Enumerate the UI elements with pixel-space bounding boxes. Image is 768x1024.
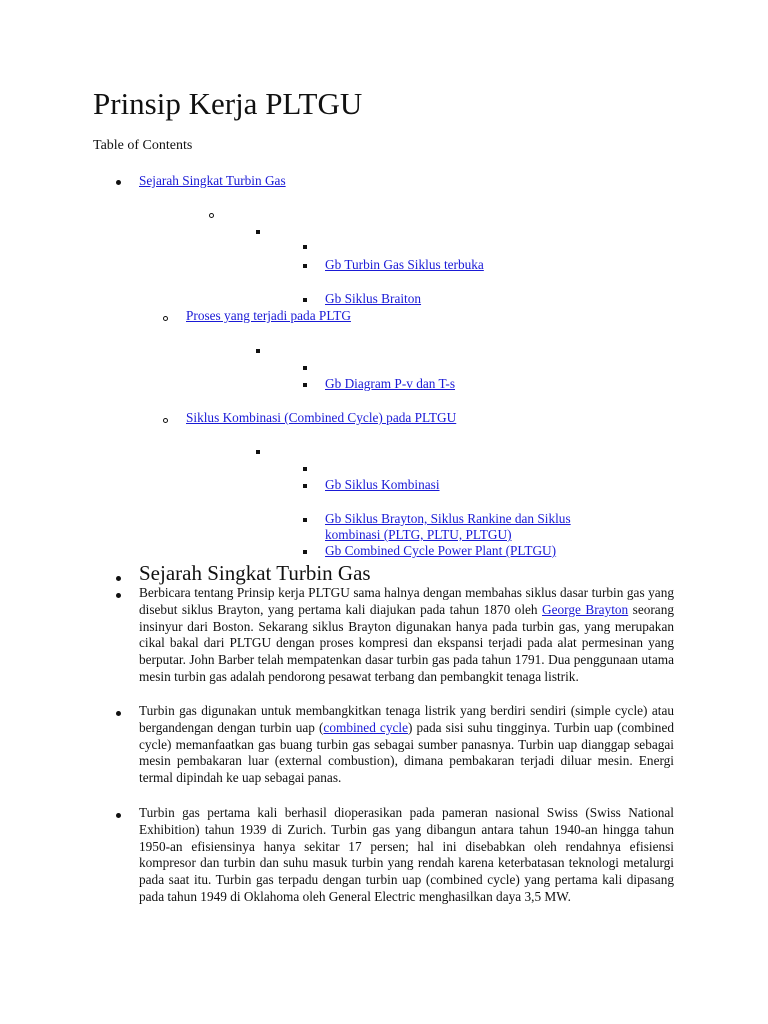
toc-bullet-square	[303, 298, 307, 302]
toc-bullet-square	[303, 383, 307, 387]
toc-link-gb-siklus-braiton[interactable]: Gb Siklus Braiton	[325, 291, 422, 306]
paragraph-2-text-b: ) pada sisi suhu tingginya. Turbin uap (combined cycle) memanfaatkan gas buang turbin gas sebagai sumber panasnya. Turbin uap dianggap sebagai mesin pembakaran luar (external combustion), dimana pembakaran terjadi diluar mesin. Energi termal dipindah ke uap sebagai panas.	[139, 719, 674, 786]
toc-bullet-disc	[116, 180, 121, 185]
paragraph-1	[139, 585, 674, 686]
toc-link-gb-brayton-rankine-cont[interactable]: kombinasi (PLTG, PLTU, PLTGU)	[325, 527, 512, 542]
toc-bullet-square	[256, 230, 260, 234]
toc-link-sejarah[interactable]: Sejarah Singkat Turbin Gas	[139, 173, 286, 188]
toc-bullet-square	[303, 264, 307, 268]
toc-bullet-square	[303, 518, 307, 522]
paragraph-2	[139, 703, 674, 787]
section-heading: Sejarah Singkat Turbin Gas	[139, 561, 371, 585]
toc-bullet-square	[303, 484, 307, 488]
paragraph-3: Turbin gas pertama kali berhasil dioperasikan pada pameran nasional Swiss (Swiss National Exhibition) tahun 1939 di Zurich. Turbin gas yang dibangun antara tahun 1940-an hingga tahun 1950-an efisiensinya hanya sekitar 17 persen; hal ini disebabkan oleh rendahnya efisiensi kompresor dan turbin dan suhu masuk turbin yang rendah karena keterbatasan teknologi metalurgi pada saat itu. Turbin gas terpadu dengan turbin uap (combined cycle) yang pertama kali dipasang pada tahun 1949 di Oklahoma oleh General Electric menghasilkan daya 3,5 MW.	[139, 805, 674, 904]
toc-link-gb-diagram-pv[interactable]: Gb Diagram P-v dan T-s	[325, 376, 456, 391]
paragraph-bullet-disc	[116, 711, 121, 716]
toc-link-proses-pltg[interactable]: Proses yang terjadi pada PLTG	[186, 308, 351, 323]
paragraph-1-text-b: seorang insinyur dari Boston. Sekarang siklus Brayton digunakan hanya pada turbin gas, yang merupakan cikal bakal dari PLTGU dengan proses kompresi dan ekspansi terjadi pada alat permesinan yang berputar. John Barber telah mempatenkan dasar turbin gas pada tahun 1791. Dua penggunaan utama mesin turbin gas adalah pendorong pesawat terbang dan pembangkit tenaga listrik.	[139, 601, 674, 684]
toc-bullet-circle	[163, 316, 168, 321]
toc-link-gb-brayton-rankine[interactable]: Gb Siklus Brayton, Siklus Rankine dan Siklus	[325, 511, 571, 526]
link-george-brayton[interactable]: George Brayton	[542, 601, 629, 617]
toc-link-siklus-kombinasi[interactable]: Siklus Kombinasi (Combined Cycle) pada PLTGU	[186, 410, 457, 425]
toc-bullet-circle	[209, 213, 214, 218]
toc-bullet-square	[303, 245, 307, 249]
toc-title: Table of Contents	[93, 138, 193, 153]
toc-bullet-square	[303, 366, 307, 370]
toc-link-gb-ccpp[interactable]: Gb Combined Cycle Power Plant (PLTGU)	[325, 543, 557, 558]
toc-bullet-circle	[163, 418, 168, 423]
paragraph-bullet-disc	[116, 813, 121, 818]
paragraph-1-text-a: Berbicara tentang Prinsip kerja PLTGU sama halnya dengan membahas siklus dasar turbin gas yang disebut siklus Brayton, yang pertama kali diajukan pada tahun 1870 oleh	[139, 585, 674, 617]
toc-bullet-square	[303, 467, 307, 471]
link-combined-cycle[interactable]: combined cycle	[323, 719, 408, 735]
paragraph-bullet-disc	[116, 593, 121, 598]
heading-bullet-disc	[116, 576, 121, 581]
toc-bullet-square	[303, 550, 307, 554]
toc-link-gb-turbin-gas[interactable]: Gb Turbin Gas Siklus terbuka	[325, 257, 484, 272]
toc-bullet-square	[256, 450, 260, 454]
toc-bullet-square	[256, 349, 260, 353]
toc-link-gb-siklus-kombinasi[interactable]: Gb Siklus Kombinasi	[325, 477, 440, 492]
paragraph-2-text-a: Turbin gas digunakan untuk membangkitkan tenaga listrik yang berdiri sendiri (simple cycle) atau bergandengan dengan turbin uap (	[139, 703, 674, 735]
page-title: Prinsip Kerja PLTGU	[93, 86, 363, 121]
